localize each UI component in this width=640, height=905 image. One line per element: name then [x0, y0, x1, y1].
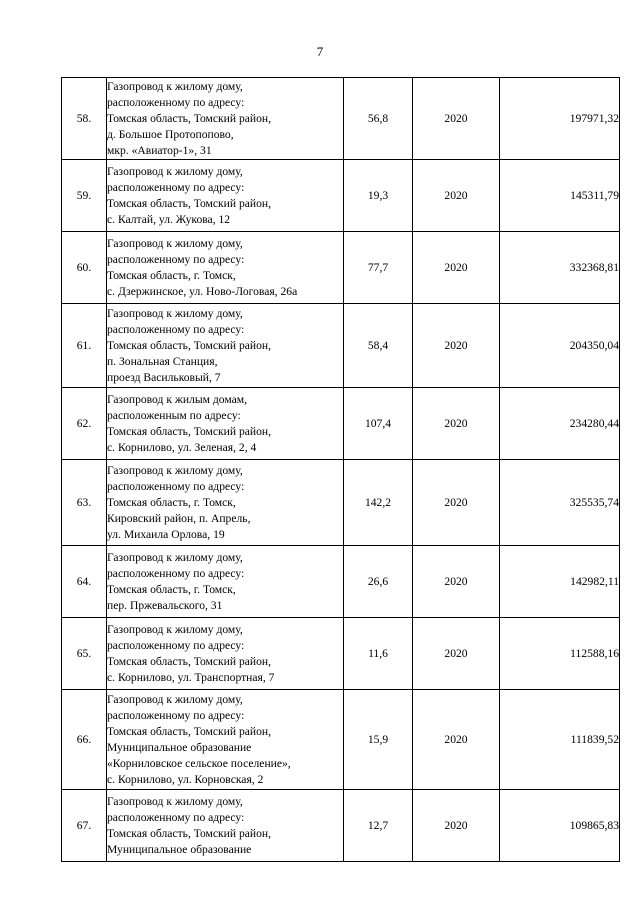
- length-value: 26,6: [344, 546, 413, 618]
- row-number: 63.: [62, 460, 107, 546]
- year-value: 2020: [413, 304, 500, 388]
- page-number: 7: [316, 44, 324, 59]
- description-line: расположенному по адресу:: [107, 638, 245, 652]
- description-line: Томская область, Томский район,: [107, 338, 271, 352]
- year-value: 2020: [413, 790, 500, 862]
- description-line: пер. Пржевальского, 31: [107, 598, 223, 612]
- description-line: с. Корнилово, ул. Зеленая, 2, 4: [107, 440, 257, 454]
- cost-value: 332368,81: [500, 232, 620, 304]
- description-line: Газопровод к жилому дому,: [107, 306, 243, 320]
- length-value: 107,4: [344, 388, 413, 460]
- object-description: [107, 618, 344, 690]
- description-line: с. Корнилово, ул. Транспортная, 7: [107, 670, 275, 684]
- year-value: 2020: [413, 232, 500, 304]
- object-description: [107, 790, 344, 862]
- row-number: 67.: [62, 790, 107, 862]
- description-line: Томская область, г. Томск,: [107, 582, 236, 596]
- cost-value: 109865,83: [500, 790, 620, 862]
- length-value: 15,9: [344, 690, 413, 790]
- object-description: [107, 690, 344, 790]
- year-value: 2020: [413, 618, 500, 690]
- row-number: 62.: [62, 388, 107, 460]
- description-line: Томская область, Томский район,: [107, 196, 271, 210]
- description-line: расположенному по адресу:: [107, 810, 245, 824]
- description-line: Томская область, Томский район,: [107, 654, 271, 668]
- length-value: 142,2: [344, 460, 413, 546]
- description-line: Томская область, г. Томск,: [107, 495, 236, 509]
- cost-value: 111839,52: [500, 690, 620, 790]
- object-description: [107, 460, 344, 546]
- description-line: Газопровод к жилому дому,: [107, 236, 243, 250]
- year-value: 2020: [413, 460, 500, 546]
- objects-table: [61, 77, 620, 862]
- description-line: расположенному по адресу:: [107, 479, 245, 493]
- description-line: расположенным по адресу:: [107, 408, 241, 422]
- table-row: [62, 232, 620, 304]
- description-line: с. Дзержинское, ул. Ново-Логовая, 26а: [107, 284, 298, 298]
- row-number: 58.: [62, 78, 107, 160]
- object-description: [107, 232, 344, 304]
- description-line: д. Большое Протопопово,: [107, 127, 234, 141]
- description-line: «Корниловское сельское поселение»,: [107, 756, 291, 770]
- row-number: 65.: [62, 618, 107, 690]
- cost-value: 145311,79: [500, 160, 620, 232]
- description-line: п. Зональная Станция,: [107, 354, 218, 368]
- table-row: [62, 460, 620, 546]
- cost-value: 234280,44: [500, 388, 620, 460]
- length-value: 56,8: [344, 78, 413, 160]
- length-value: 19,3: [344, 160, 413, 232]
- description-line: Томская область, Томский район,: [107, 111, 271, 125]
- length-value: 58,4: [344, 304, 413, 388]
- object-description: [107, 304, 344, 388]
- description-line: с. Корнилово, ул. Корновская, 2: [107, 772, 264, 786]
- description-line: Газопровод к жилому дому,: [107, 794, 243, 808]
- description-line: Муниципальное образование: [107, 842, 252, 856]
- object-description: [107, 388, 344, 460]
- description-line: Газопровод к жилому дому,: [107, 622, 243, 636]
- cost-value: 112588,16: [500, 618, 620, 690]
- description-line: ул. Михаила Орлова, 19: [107, 527, 225, 541]
- description-line: Кировский район, п. Апрель,: [107, 511, 251, 525]
- length-value: 77,7: [344, 232, 413, 304]
- description-line: Муниципальное образование: [107, 740, 252, 754]
- description-line: Газопровод к жилому дому,: [107, 79, 243, 93]
- row-number: 61.: [62, 304, 107, 388]
- cost-value: 204350,04: [500, 304, 620, 388]
- year-value: 2020: [413, 690, 500, 790]
- description-line: расположенному по адресу:: [107, 180, 245, 194]
- length-value: 11,6: [344, 618, 413, 690]
- table-body: [62, 78, 620, 862]
- description-line: Газопровод к жилым домам,: [107, 392, 247, 406]
- table-row: [62, 790, 620, 862]
- table-row: [62, 690, 620, 790]
- table-row: [62, 304, 620, 388]
- description-line: Газопровод к жилому дому,: [107, 463, 243, 477]
- description-line: с. Калтай, ул. Жукова, 12: [107, 212, 231, 226]
- description-line: расположенному по адресу:: [107, 252, 245, 266]
- table-row: [62, 618, 620, 690]
- year-value: 2020: [413, 160, 500, 232]
- object-description: [107, 78, 344, 160]
- year-value: 2020: [413, 546, 500, 618]
- description-line: расположенному по адресу:: [107, 95, 245, 109]
- table-row: [62, 160, 620, 232]
- description-line: Томская область, Томский район,: [107, 724, 271, 738]
- cost-value: 325535,74: [500, 460, 620, 546]
- row-number: 66.: [62, 690, 107, 790]
- object-description: [107, 160, 344, 232]
- object-description: [107, 546, 344, 618]
- year-value: 2020: [413, 388, 500, 460]
- row-number: 60.: [62, 232, 107, 304]
- table-row: [62, 546, 620, 618]
- row-number: 64.: [62, 546, 107, 618]
- description-line: расположенному по адресу:: [107, 322, 245, 336]
- cost-value: 142982,11: [500, 546, 620, 618]
- year-value: 2020: [413, 78, 500, 160]
- table-row: [62, 78, 620, 160]
- description-line: расположенному по адресу:: [107, 566, 245, 580]
- description-line: Томская область, Томский район,: [107, 424, 271, 438]
- length-value: 12,7: [344, 790, 413, 862]
- description-line: Газопровод к жилому дому,: [107, 550, 243, 564]
- description-line: расположенному по адресу:: [107, 708, 245, 722]
- description-line: Газопровод к жилому дому,: [107, 164, 243, 178]
- description-line: Газопровод к жилому дому,: [107, 692, 243, 706]
- description-line: Томская область, г. Томск,: [107, 268, 236, 282]
- cost-value: 197971,32: [500, 78, 620, 160]
- row-number: 59.: [62, 160, 107, 232]
- description-line: проезд Васильковый, 7: [107, 370, 221, 384]
- description-line: мкр. «Авиатор-1», 31: [107, 143, 212, 157]
- description-line: Томская область, Томский район,: [107, 826, 271, 840]
- table-row: [62, 388, 620, 460]
